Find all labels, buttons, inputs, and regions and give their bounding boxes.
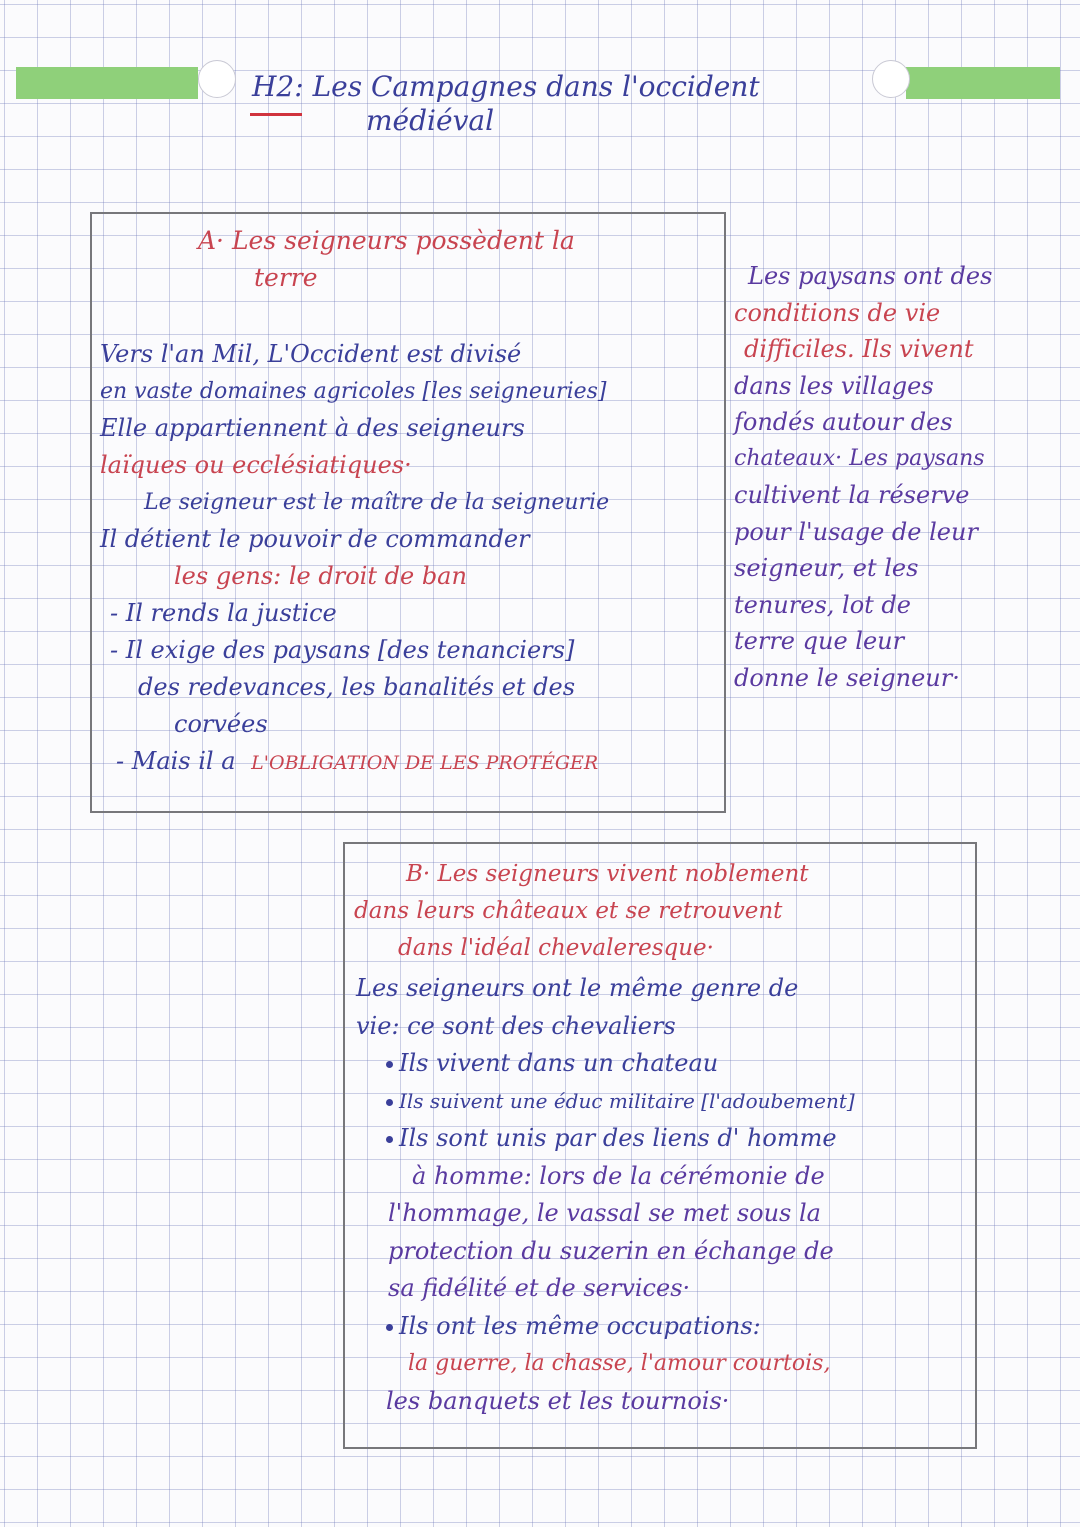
section-a-item-2-line-1: - Il exige des paysans [des tenanciers] xyxy=(110,636,575,664)
section-a-item-3-caps: L'OBLIGATION DE LES PROTÉGER xyxy=(251,752,599,774)
green-band-right xyxy=(906,67,1060,99)
section-b-bullet-4-text-1: Ils ont les même occupations: xyxy=(399,1311,761,1340)
section-b-bullet-3-line-4: protection du suzerin en échange de xyxy=(388,1236,834,1265)
section-b-heading-line-2: dans leurs châteaux et se retrouvent xyxy=(354,898,783,924)
sidenote-line-11: terre que leur xyxy=(734,627,905,655)
section-b-bullet-2-text: Ils suivent une éduc militaire [l'adoubement] xyxy=(399,1088,855,1113)
section-b-bullet-4-line-2: la guerre, la chasse, l'amour courtois, xyxy=(408,1351,831,1376)
section-b-bullet-1-text: Ils vivent dans un chateau xyxy=(399,1049,719,1077)
section-a-para1-line-4: laïques ou ecclésiatiques· xyxy=(100,451,412,479)
section-a-para2-line-1: Le seigneur est le maître de la seigneurie xyxy=(144,490,610,515)
section-b-bullet-3-line-5: sa fidélité et de services· xyxy=(388,1274,691,1302)
section-a-heading-line-2: terre xyxy=(254,263,318,292)
section-a-item-1: - Il rends la justice xyxy=(110,599,337,627)
bullet-dot-icon xyxy=(386,1136,393,1143)
bullet-dot-icon xyxy=(386,1099,393,1106)
section-b-bullet-4-line-1 xyxy=(386,1308,855,1346)
section-a-item-2-line-2: des redevances, les banalités et des xyxy=(138,673,576,701)
sidenote-line-12: donne le seigneur· xyxy=(734,663,960,692)
section-b-bullet-3-line-1 xyxy=(386,1120,855,1158)
section-b-bullet-2 xyxy=(386,1083,855,1121)
sidenote-line-5: fondés autour des xyxy=(734,408,953,436)
sidenote-line-1: Les paysans ont des xyxy=(748,262,993,290)
sidenote-line-3: difficiles. Ils vivent xyxy=(744,335,974,363)
section-a-heading xyxy=(198,222,575,296)
section-a-item-3 xyxy=(116,743,609,782)
title-line-2: médiéval xyxy=(366,103,495,137)
section-b-bullet-3-line-3: l'hommage, le vassal se met sous la xyxy=(388,1199,821,1227)
section-b-body xyxy=(356,970,855,1420)
section-a-body xyxy=(100,336,609,782)
sidenote-line-7: cultivent la réserve xyxy=(734,481,970,509)
section-b-heading xyxy=(354,856,809,967)
section-a-para2-line-2: Il détient le pouvoir de commander xyxy=(100,525,530,553)
section-b-heading-line-3: dans l'idéal chevaleresque· xyxy=(398,935,714,961)
sidenote-line-9: seigneur, et les xyxy=(734,554,919,582)
section-b-intro-line-1: Les seigneurs ont le même genre de xyxy=(356,974,799,1002)
sidenote-line-4: dans les villages xyxy=(734,371,934,400)
section-a-item-2-line-3: corvées xyxy=(174,710,268,738)
section-a-para1-line-1: Vers l'an Mil, L'Occident est divisé xyxy=(100,340,522,368)
punch-hole-left xyxy=(198,60,236,98)
section-a-para2-line-3: les gens: le droit de ban xyxy=(174,562,467,590)
sidenote-line-2: conditions de vie xyxy=(734,298,941,327)
sidenote xyxy=(734,258,992,696)
section-b-bullet-4-line-3: les banquets et les tournois· xyxy=(386,1386,730,1415)
section-b-bullet-3-text-1: Ils sont unis par des liens d' homme xyxy=(399,1124,837,1152)
section-a-para1-line-2: en vaste domaines agricoles [les seigneuries] xyxy=(100,379,607,404)
green-band-left xyxy=(16,67,198,99)
bullet-dot-icon xyxy=(386,1061,393,1068)
section-a-para1-line-3: Elle appartiennent à des seigneurs xyxy=(100,414,525,442)
sidenote-line-6: chateaux· Les paysans xyxy=(734,445,985,471)
sidenote-line-10: tenures, lot de xyxy=(734,590,911,619)
punch-hole-right xyxy=(872,60,910,98)
title-line-1: H2: Les Campagnes dans l'occident xyxy=(252,70,760,103)
section-a-heading-line-1: A· Les seigneurs possèdent la xyxy=(198,226,575,255)
section-b-bullet-3-line-2: à homme: lors de la cérémonie de xyxy=(412,1161,825,1190)
section-b-intro-line-2: vie: ce sont des chevaliers xyxy=(356,1011,676,1040)
sidenote-line-8: pour l'usage de leur xyxy=(734,517,978,546)
section-a-item-3-prefix: - Mais il a xyxy=(116,747,236,775)
page-title xyxy=(252,70,760,137)
title-underline xyxy=(250,113,302,116)
section-b-bullet-1 xyxy=(386,1045,855,1083)
section-b-heading-line-1: B· Les seigneurs vivent noblement xyxy=(406,861,809,887)
bullet-dot-icon xyxy=(386,1324,393,1331)
